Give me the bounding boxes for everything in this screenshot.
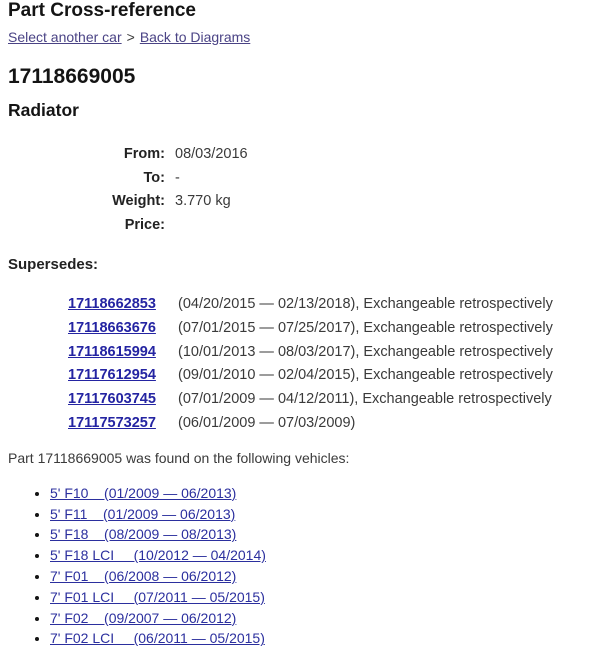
vehicle-list-item	[50, 524, 608, 545]
superseded-part-cell	[68, 412, 178, 436]
vehicle-list-item	[50, 504, 608, 525]
supersedes-row	[8, 412, 608, 436]
supersedes-row	[8, 364, 608, 388]
vehicle-link-5-f10[interactable]: 5' F10 (01/2009 — 06/2013)	[50, 484, 237, 501]
superseded-part-detail: (10/01/2013 — 08/03/2017), Exchangeable retrospectively	[178, 343, 553, 360]
detail-label: Weight:	[112, 193, 165, 209]
detail-value: 3.770 kg	[175, 193, 231, 209]
vehicle-list-item	[50, 587, 608, 608]
superseded-part-detail: (07/01/2009 — 04/12/2011), Exchangeable retrospectively	[178, 391, 552, 408]
superseded-part-detail: (09/01/2010 — 02/04/2015), Exchangeable retrospectively	[178, 367, 553, 384]
detail-value: 08/03/2016	[175, 146, 248, 162]
back-to-diagrams-link[interactable]: Back to Diagrams	[139, 29, 251, 45]
vehicles-intro: Part 17118669005 was found on the following vehicles:	[8, 449, 350, 466]
breadcrumb	[8, 28, 608, 46]
superseded-part-cell	[68, 388, 178, 412]
detail-row-to	[8, 167, 608, 191]
detail-label: To:	[143, 169, 165, 186]
detail-row-from	[8, 143, 608, 167]
vehicle-list-item	[50, 483, 608, 504]
page-title: Part Cross-reference	[8, 0, 196, 21]
supersedes-row	[8, 317, 608, 341]
superseded-part-link[interactable]: 17117573257	[68, 414, 156, 431]
detail-label: Price:	[124, 216, 165, 233]
vehicle-link-5-f18[interactable]: 5' F18 (08/2009 — 08/2013)	[50, 526, 237, 543]
superseded-part-cell	[68, 293, 178, 317]
detail-label: From:	[123, 146, 165, 162]
superseded-part-link[interactable]: 17118615994	[68, 343, 156, 360]
detail-row-weight	[8, 190, 608, 214]
detail-row-price	[8, 214, 608, 238]
vehicle-link-7-f02[interactable]: 7' F02 (09/2007 — 06/2012)	[50, 609, 237, 626]
vehicle-list-item	[50, 608, 608, 629]
superseded-part-link[interactable]: 17118662853	[68, 296, 156, 312]
superseded-part-detail: (07/01/2015 — 07/25/2017), Exchangeable retrospectively	[178, 319, 553, 336]
supersedes-row	[8, 388, 608, 412]
vehicle-link-5-f11[interactable]: 5' F11 (01/2009 — 06/2013)	[50, 505, 236, 522]
superseded-part-cell	[68, 317, 178, 341]
vehicle-link-7-f02-lci[interactable]: 7' F02 LCI (06/2011 — 05/2015)	[50, 630, 265, 647]
vehicle-list-item	[50, 545, 608, 566]
vehicle-list-item	[50, 566, 608, 587]
vehicle-link-7-f01-lci[interactable]: 7' F01 LCI (07/2011 — 05/2015)	[50, 588, 265, 605]
part-name-heading: Radiator	[8, 100, 79, 120]
superseded-part-cell	[68, 341, 178, 365]
vehicle-link-5-f18-lci[interactable]: 5' F18 LCI (10/2012 — 04/2014)	[50, 547, 266, 564]
superseded-part-detail: (04/20/2015 — 02/13/2018), Exchangeable retrospectively	[178, 296, 553, 312]
select-another-car-link[interactable]: Select another car	[8, 29, 122, 45]
superseded-part-link[interactable]: 17118663676	[68, 319, 156, 336]
supersedes-heading: Supersedes:	[8, 256, 99, 273]
superseded-part-link[interactable]: 17117612954	[68, 367, 156, 384]
supersedes-list	[8, 293, 608, 436]
vehicle-link-7-f01[interactable]: 7' F01 (06/2008 — 06/2012)	[50, 567, 237, 584]
superseded-part-detail: (06/01/2009 — 07/03/2009)	[178, 414, 356, 431]
part-number-heading: 17118669005	[8, 65, 136, 88]
part-details	[8, 143, 608, 237]
vehicle-list	[8, 483, 608, 649]
vehicle-list-item	[50, 628, 608, 649]
superseded-part-cell	[68, 364, 178, 388]
detail-value: -	[175, 169, 180, 186]
breadcrumb-separator: >	[126, 29, 135, 45]
supersedes-row	[8, 341, 608, 365]
supersedes-row	[8, 293, 608, 317]
superseded-part-link[interactable]: 17117603745	[68, 391, 156, 408]
